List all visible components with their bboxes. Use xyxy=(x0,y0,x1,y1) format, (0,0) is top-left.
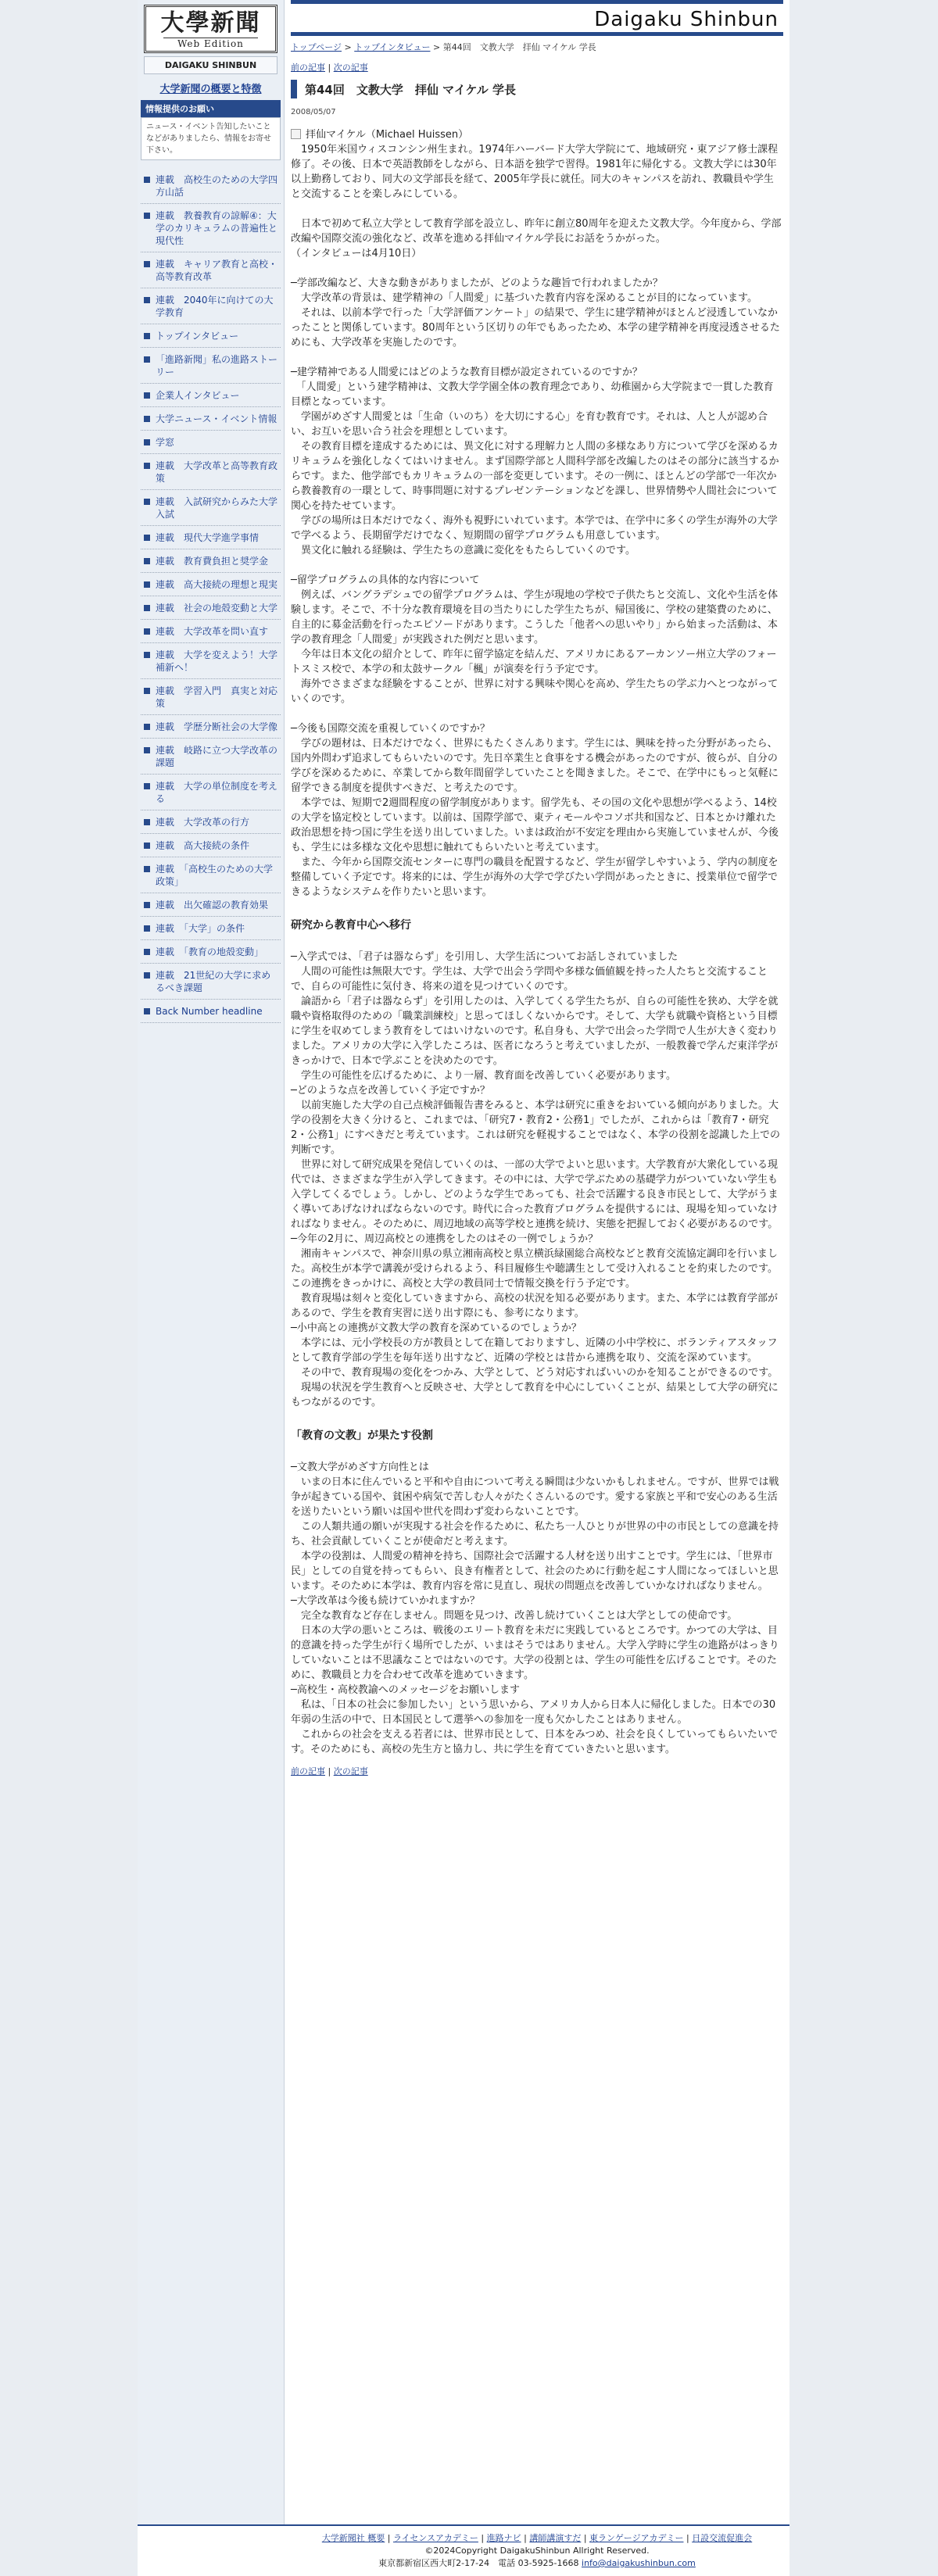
broken-image-icon xyxy=(291,129,301,139)
sidebar-item[interactable] xyxy=(141,288,281,324)
sidebar-item[interactable] xyxy=(141,810,281,834)
sidebar-item[interactable] xyxy=(141,490,281,526)
footer-separator: | xyxy=(385,2533,394,2543)
bullet-square-icon xyxy=(144,628,150,635)
sidebar-item[interactable] xyxy=(141,324,281,348)
paragraph: 今年は日本文化の紹介として、昨年に留学協定を結んだ、アメリカにあるアーカンソー州立大学のフォートスミス校で、本学の和太鼓サークル「楓」が演奏を行う予定です。 xyxy=(291,649,777,675)
sidebar-item-link[interactable]: 連載 キャリア教育と高校・高等教育改革 xyxy=(156,259,278,282)
sidebar-item-link[interactable]: 大学ニュース・イベント情報 xyxy=(156,413,277,424)
sidebar-item[interactable] xyxy=(141,739,281,775)
bullet-square-icon xyxy=(144,416,150,422)
sidebar-brand: DAIGAKU SHINBUN xyxy=(144,56,277,74)
paragraph: それは、以前本学で行った「大学評価アンケート」の結果で、学生に建学精神がほとんど浸透していなかったことと関係しています。80周年という区切りの年でもあったため、本学の建学精神を再度浸透させるためにも、大学改革を実施したのです。 xyxy=(291,307,780,349)
bullet-square-icon xyxy=(144,652,150,658)
paragraph: 教育現場は刻々と変化していきますから、高校の状況を知る必要があります。また、本学には教育学部があるので、学生を教育実習に送り出す際にも、参考になります。 xyxy=(291,1293,778,1319)
next-article-link-bottom[interactable]: 次の記事 xyxy=(333,1766,368,1776)
sidebar-item-link[interactable]: 連載 学歴分断社会の大学像 xyxy=(156,721,278,732)
prev-article-link-bottom[interactable]: 前の記事 xyxy=(291,1766,325,1776)
footer-copyright: ©2024Copyright DaigakuShinbun Allright Reserved. xyxy=(424,2546,650,2556)
footer-link[interactable]: 進路ナビ xyxy=(486,2533,521,2543)
sidebar-item-link[interactable]: 連載 大学改革の行方 xyxy=(156,817,250,828)
bullet-square-icon xyxy=(144,819,150,825)
paragraph: 本学には、元小学校長の方が教員として在籍しておりますし、近隣の小中学校に、ボランティアスタッフとして教育学部の学生を毎年送り出すなど、近隣の学校とは昔から連携を取り、交流を深めています。 xyxy=(291,1337,778,1364)
footer-link[interactable]: 大学新聞社 概要 xyxy=(321,2533,385,2543)
sidebar-item[interactable] xyxy=(141,252,281,288)
footer-contact xyxy=(285,2557,789,2570)
sidebar xyxy=(138,0,285,2524)
paragraph: 大学改革の背景は、建学精神の「人間愛」に基づいた教育内容を深めることが目的になっています。 xyxy=(291,292,757,304)
article-date: 2008/05/07 xyxy=(291,108,336,116)
bullet-square-icon xyxy=(144,843,150,849)
sidebar-item-link[interactable]: 連載 高大接続の条件 xyxy=(156,840,250,851)
sidebar-menu xyxy=(138,168,284,1023)
paragraph: 以前実施した大学の自己点検評価報告書をみると、本学は研究に重きをおいている傾向がありました。大学の役割を大きく分けると、これまでは、「研究7・教育2・公務1」でしたが、これからは「教育7・研究2・公務1」にすべきだと考えています。これは研究を軽視することではなく、本学の役割を認識した上での判断です。 xyxy=(291,1100,780,1156)
sidebar-item-link[interactable]: 企業人インタビュー xyxy=(156,390,240,401)
sidebar-item-link[interactable]: Back Number headline xyxy=(156,1006,263,1017)
paragraph: 本学では、短期で2週間程度の留学制度があります。留学先も、その国の文化や思想が学べるよう、14校の大学を協定校としています。以前は、国際学部で、東ティモールやコソボ共和国など、日本とかけ離れた政治思想を持つ国に学生を送り出していました。いまは政治が不安定を理由から実施していませんが、今後も、学生には多様な文化や思想に触れてもらいたいと考えています。 xyxy=(291,797,779,853)
sidebar-item-link[interactable]: 連載 出欠確認の教育効果 xyxy=(156,900,269,911)
paragraph: 人間の可能性は無限大です。学生は、大学で出会う学問や多様な価値観を持った人たちと交流することで、自らの可能性に気付き、将来の道を見つけていくのです。 xyxy=(291,966,768,993)
footer-link[interactable]: 日設交流促進会 xyxy=(692,2533,753,2543)
sidebar-item-link[interactable]: 連載 高大接続の理想と現実 xyxy=(156,579,278,590)
sidebar-item[interactable] xyxy=(141,964,281,1000)
paragraph: （インタビューは4月10日） xyxy=(291,248,422,259)
question: ─高校生・高校教諭へのメッセージをお願いします xyxy=(291,1684,521,1696)
article-heading xyxy=(291,80,783,98)
bullet-square-icon xyxy=(144,213,150,219)
paragraph: 「人間愛」という建学精神は、文教大学学園全体の教育理念であり、幼稚園から大学院まで一貫した教育目標となっています。 xyxy=(291,381,774,408)
footer-link[interactable]: 講師講演すだ xyxy=(529,2533,582,2543)
nav-separator-bottom: | xyxy=(325,1766,334,1776)
sidebar-item-link[interactable]: 連載 大学の単位制度を考える xyxy=(156,781,278,804)
sidebar-item[interactable] xyxy=(141,168,281,204)
bullet-square-icon xyxy=(144,902,150,908)
photo-area xyxy=(291,126,783,141)
sidebar-item-link[interactable]: 連載 教育費負担と奨学金 xyxy=(156,556,269,567)
sidebar-item[interactable] xyxy=(141,857,281,893)
sidebar-item[interactable] xyxy=(141,775,281,810)
sidebar-item-link[interactable]: 連載 入試研究からみた大学入試 xyxy=(156,496,278,520)
sidebar-item-link[interactable]: 連載 大学を変えよう！大学補新ヘ！ xyxy=(156,649,278,673)
sidebar-item[interactable] xyxy=(141,1000,281,1023)
question: ─どのような点を改善していく予定ですか？ xyxy=(291,1085,490,1097)
logo-subtitle: Web Edition xyxy=(163,38,258,49)
sidebar-item[interactable] xyxy=(141,940,281,964)
sidebar-item-link[interactable]: 連載 高校生のための大学四方山話 xyxy=(156,174,278,198)
sidebar-item-link[interactable]: 学窓 xyxy=(156,437,175,448)
sidebar-item[interactable] xyxy=(141,715,281,739)
header xyxy=(291,0,783,36)
footer-address: 東京都新宿区西大町2-17-24 電話 03-5925-1668 xyxy=(378,2558,579,2568)
paragraph-gap xyxy=(291,707,783,721)
bullet-square-icon xyxy=(144,972,150,979)
sidebar-item[interactable] xyxy=(141,454,281,490)
footer-separator: | xyxy=(478,2533,487,2543)
sidebar-item[interactable] xyxy=(141,407,281,431)
footer-links xyxy=(285,2532,789,2545)
paragraph-gap xyxy=(291,202,783,216)
sidebar-item[interactable] xyxy=(141,431,281,454)
sidebar-item[interactable] xyxy=(141,643,281,679)
sidebar-item[interactable] xyxy=(141,348,281,384)
bullet-square-icon xyxy=(144,558,150,564)
footer-link[interactable]: ライセンスアカデミー xyxy=(393,2533,478,2543)
photo-caption: 拝仙マイケル（Michael Huissen） xyxy=(306,129,469,141)
bullet-square-icon xyxy=(144,925,150,932)
feature-link[interactable]: 大学新聞の概要と特徴 xyxy=(159,84,262,95)
bullet-square-icon xyxy=(144,605,150,611)
section-heading: 「教育の文教」が果たす役割 xyxy=(291,1429,433,1442)
paragraph: 湘南キャンパスで、神奈川県の県立湘南高校と県立横浜緑園総合高校などと教育交流協定調印を行いました。高校生が本学で講義が受けられるよう、科目履修生や聴講生として受け入れることを約束したのです。この連携をきっかけに、高校と大学の教員同士で情報交換を行う予定です。 xyxy=(291,1248,778,1290)
footer-separator: | xyxy=(683,2533,693,2543)
notice-text: ニュース・イベント告知したいことなどがありましたら、情報をお寄せ下さい。 xyxy=(141,117,281,160)
bullet-square-icon xyxy=(144,356,150,363)
header-bar xyxy=(291,0,783,4)
bullet-square-icon xyxy=(144,535,150,541)
breadcrumb xyxy=(291,41,783,53)
bullet-square-icon xyxy=(144,688,150,694)
next-article-link[interactable]: 次の記事 xyxy=(333,63,368,73)
paragraph: 日本で初めて私立大学として教育学部を設立し、昨年に創立80周年を迎えた文教大学。今年度から、学部改編や国際交流の強化など、改革を進める拝仙マイケル学長にお話をうかがった。 xyxy=(291,218,782,245)
question: ─入学式では、「君子は器ならず」を引用し、大学生活についてお話しされていました xyxy=(291,951,678,963)
sidebar-item-link[interactable]: 連載 大学改革と高等教育政策 xyxy=(156,460,278,484)
bullet-square-icon xyxy=(144,949,150,955)
question: ─建学精神である人間愛にはどのような教育目標が設定されているのですか？ xyxy=(291,367,643,378)
paragraph: 例えば、バングラデシュでの留学プログラムは、学生が現地の学校で子供たちと交流し、文化や生活を体験します。そこで、不十分な教育環境を目の当たりにした学生たちが、帰国後に、学校の建築費のために、自主的に募金活動を行ったエピソードがあります。こうした「他者への思いやり」から始まった活動は、本学の教育理念「人間愛」が実践された例だと思います。 xyxy=(291,589,779,646)
sidebar-item-link[interactable]: 「進路新聞」私の進路ストーリー xyxy=(156,354,278,377)
sidebar-item-link[interactable]: 連載 「高校生のための大学政策」 xyxy=(156,864,274,887)
sidebar-item[interactable] xyxy=(141,620,281,643)
bullet-square-icon xyxy=(144,333,150,339)
bullet-square-icon xyxy=(144,392,150,399)
paragraph-gap xyxy=(291,350,783,365)
sidebar-item-link[interactable]: 連載 2040年に向けての大学教育 xyxy=(156,295,274,318)
sidebar-item-link[interactable]: 連載 「教育の地殻変動」 xyxy=(156,946,264,957)
paragraph: 学びの場所は日本だけでなく、海外も視野にいれています。本学では、在学中に多くの学生が海外の大学で学べるよう、長期留学だけでなく、短期間の留学プログラムも用意しています。 xyxy=(291,515,778,542)
paragraph: その中で、教育現場の変化をつかみ、大学として、どう対応すればいいのかを知ることができるのです。 xyxy=(291,1367,779,1379)
sidebar-item-link[interactable]: 連載 岐路に立つ大学改革の課題 xyxy=(156,745,278,768)
article-title: 第44回 文教大学 拝仙 マイケル 学長 xyxy=(305,82,516,97)
sidebar-item[interactable] xyxy=(141,549,281,573)
site-logo[interactable] xyxy=(144,5,277,53)
page-footer xyxy=(138,2524,789,2576)
bullet-square-icon xyxy=(144,261,150,267)
sidebar-item[interactable] xyxy=(141,573,281,596)
breadcrumb-separator: > xyxy=(342,42,355,52)
footer-email[interactable]: info@daigakushinbun.com xyxy=(582,2558,696,2568)
breadcrumb-home[interactable]: トップページ xyxy=(291,42,342,52)
sidebar-item-link[interactable]: トップインタビュー xyxy=(156,331,239,342)
question: ─小中高との連携が文教大学の教育を深めているのでしょうか？ xyxy=(291,1322,582,1334)
bullet-square-icon xyxy=(144,297,150,303)
paragraph: 私は、「日本の社会に参加したい」という思いから、アメリカ人から日本人に帰化しました。日本での30年弱の生活の中で、日本国民として選挙への参加を一度も欠かしたことはありません。 xyxy=(291,1699,776,1726)
paragraph: 本学の役割は、人間愛の精神を持ち、国際社会で活躍する人材を送り出すことです。学生には、「世界市民」としての自覚を持ってもらい、良き有権者として、社会のために行動を起こす人間になってほしいと思います。そのために本学は、教育内容を常に見直し、現状の問題点を改善していかなければなりません。 xyxy=(291,1551,779,1592)
question: ─今後も国際交流を重視していくのですか？ xyxy=(291,723,490,735)
paragraph: また、今年から国際交流センターに専門の職員を配置するなど、学生が留学しやすいよう、学内の制度を整備していく予定です。将来的には、学生が海外の大学で学びたい学問があったときに、授業単位で留学できるようなシステムを作りたいと思います。 xyxy=(291,857,779,898)
main-content xyxy=(285,0,789,2524)
site-title: Daigaku Shinbun xyxy=(594,8,779,31)
sidebar-item[interactable] xyxy=(141,526,281,549)
breadcrumb-current: > 第44回 文教大学 拝仙 マイケル 学長 xyxy=(430,42,596,52)
sidebar-item-link[interactable]: 連載 現代大学進学事情 xyxy=(156,532,260,543)
bullet-square-icon xyxy=(144,463,150,469)
article-nav-top xyxy=(291,61,783,73)
article-body xyxy=(291,142,783,1757)
prev-article-link[interactable]: 前の記事 xyxy=(291,63,325,73)
paragraph: 現場の状況を学生教育へと反映させ、大学として教育を中心にしていくことが、結果として大学の研究にもつながるのです。 xyxy=(291,1382,779,1408)
paragraph: 学生の可能性を広げるために、より一層、教育面を改善していく必要があります。 xyxy=(291,1070,676,1082)
paragraph: 世界に対して研究成果を発信していくのは、一部の大学でよいと思います。大学教育が大衆化している現代では、さまざまな学生が入学してきます。その中には、大学で学ぶための基礎学力がついていない学生も入学してくるでしょう。しかし、どのような学生であっても、社会で活躍する良き市民として、大学がうまく導いてあげなければならないのです。時代に合った教育プログラムを提供するには、現場を知っていなければなりません。そのために、周辺地域の高等学校と連携を続け、実態を把握しておく必要があるのです。 xyxy=(291,1159,779,1230)
sidebar-item[interactable] xyxy=(141,917,281,940)
sidebar-item-link[interactable]: 連載 学習入門 真実と対応策 xyxy=(156,685,278,709)
sidebar-item[interactable] xyxy=(141,834,281,857)
sidebar-item[interactable] xyxy=(141,204,281,252)
bullet-square-icon xyxy=(144,783,150,789)
paragraph: 論語から「君子は器ならず」を引用したのは、入学してくる学生たちが、自らの可能性を狭め、大学を就職や資格取得のための「職業訓練校」と思ってほしくないからです。そして、大学も就職や資格という目標に学生を収めてしまう教育をしてはいけないのです。私自身も、大学で出会った学問で人生が大きく変わりました。アメリカの大学に入学したころは、医者になろうと考えていましたが、一般教養で学んだ東洋学がきっかけで、日本で学ぶことを決めたのです。 xyxy=(291,996,779,1067)
paragraph: この人類共通の願いが実現する社会を作るために、私たち一人ひとりが世界の中の市民としての意識を持ち、社会貢献していくことが使命だと考えます。 xyxy=(291,1521,779,1547)
sidebar-item[interactable] xyxy=(141,679,281,715)
paragraph-gap xyxy=(291,558,783,573)
sidebar-item[interactable] xyxy=(141,384,281,407)
question: ─今年の2月に、周辺高校との連携をしたのはその一例でしょうか？ xyxy=(291,1233,599,1245)
question: ─文教大学がめざす方向性とは xyxy=(291,1462,429,1473)
sidebar-item-link[interactable]: 連載 21世紀の大学に求めるべき課題 xyxy=(156,970,271,993)
heading-marker xyxy=(291,80,297,98)
bullet-square-icon xyxy=(144,1008,150,1014)
notice-title: 情報提供のお願い xyxy=(141,100,281,117)
paragraph: 日本の大学の悪いところは、戦後のエリート教育を未だに実践しているところです。かつての大学は、目的意識を持った学生が行く場所でしたが、いまはそうではありません。大学入学時に学生の進路がはっきりしていないことは不思議なことではないのです。大学の役割とは、学生の可能性を広げることです。そのために、教職員と力を合わせて改革を進めていきます。 xyxy=(291,1625,779,1681)
bullet-square-icon xyxy=(144,439,150,445)
paragraph: 学びの題材は、日本だけでなく、世界にもたくさんあります。学生には、興味を持った分野があったら、国内外問わず追求してもらいたいのです。先日卒業生と食事をする機会があったのですが、彼らが、自分の学びを深めるために、卒業してから数年間留学していたことを聞きました。そこで、在学中にもっと気軽に留学できる制度を提供すべきだ、と考えたのです。 xyxy=(291,738,779,794)
paragraph: 学園がめざす人間愛とは「生命（いのち）を大切にする心」を育む教育です。それは、人と人が認め合い、お互いを思い合う社会を理想としています。 xyxy=(291,411,768,438)
footer-separator: | xyxy=(521,2533,530,2543)
sidebar-item-link[interactable]: 連載 「大学」の条件 xyxy=(156,923,245,934)
bullet-square-icon xyxy=(144,866,150,872)
footer-link[interactable]: 東ランゲージアカデミー xyxy=(589,2533,684,2543)
question: ─大学改革は今後も続けていかれますか？ xyxy=(291,1595,480,1607)
bullet-square-icon xyxy=(144,177,150,183)
paragraph: 完全な教育など存在しません。問題を見つけ、改善し続けていくことは大学としての使命です。 xyxy=(291,1610,738,1622)
article-nav-bottom xyxy=(291,1765,783,1777)
sidebar-item-link[interactable]: 連載 大学改革を問い直す xyxy=(156,626,269,637)
paragraph: 海外でさまざまな経験をすることが、世界に対する興味や関心を高め、学生たちの学ぶ力へとつながっていくのです。 xyxy=(291,678,779,705)
sidebar-item[interactable] xyxy=(141,893,281,917)
footer-separator: | xyxy=(581,2533,590,2543)
paragraph: いまの日本に住んでいると平和や自由について考える瞬間は少ないかもしれません。ですが、世界では戦争が起きている国や、貧困や病気で苦しむ人々がたくさんいるのです。愛する家族と平和で安心のある生活を送りたいという願いは国や世代を問わず変わらないことです。 xyxy=(291,1476,779,1518)
paragraph: これからの社会を支える若者には、世界市民として、日本をみつめ、社会を良くしていってもらいたいです。そのためにも、高校の先生方と協力し、共に学生を育てていきたいと思います。 xyxy=(291,1729,778,1755)
sidebar-item-link[interactable]: 連載 社会の地殻変動と大学 xyxy=(156,603,278,614)
nav-separator: | xyxy=(325,63,334,73)
logo-kanji: 大學新聞 xyxy=(160,9,261,37)
section-heading: 研究から教育中心へ移行 xyxy=(291,919,411,932)
paragraph: 1950年米国ウィスコンシン州生まれ。1974年ハーバード大学大学院にて、地域研究・東アジア修士課程修了。その後、日本で英語教師をしながら、日本語を独学で習得。1981年に帰化する。文教大学には30年以上勤務しており、同大の文学部長を経て、2005年学長に就任。同大のキャンパスを訪れ、教職員や学生と交流することを楽しみにしている。 xyxy=(291,144,779,200)
question: ─学部改編など、大きな動きがありましたが、どのような趣旨で行われましたか？ xyxy=(291,277,663,289)
sidebar-item[interactable] xyxy=(141,596,281,620)
breadcrumb-section[interactable]: トップインタビュー xyxy=(354,42,431,52)
paragraph-gap xyxy=(291,261,783,276)
bullet-square-icon xyxy=(144,499,150,505)
question: ─留学プログラムの具体的な内容について xyxy=(291,574,480,586)
paragraph: 異文化に触れる経験は、学生たちの意識に変化をもたらしていくのです。 xyxy=(291,545,635,556)
paragraph: その教育目標を達成するためには、異文化に対する理解力と人間の多様なあり方について学びを深めるカリキュラムを強化しなくてはいけません。まず国際学部と人間科学部を改編したのはその部分に該当するからです。また、他学部でもカリキュラムの一部を変更しています。その一例に、ほとんどの学部で一年次から教養教育の一環として、時事問題に対するプレゼンテーションなどを課し、世界情勢や人間社会について関心を持たせています。 xyxy=(291,441,779,512)
sidebar-item-link[interactable]: 連載 教養教育の諒解④：大学のカリキュラムの普遍性と現代性 xyxy=(156,210,277,246)
bullet-square-icon xyxy=(144,724,150,730)
bullet-square-icon xyxy=(144,747,150,753)
bullet-square-icon xyxy=(144,581,150,588)
